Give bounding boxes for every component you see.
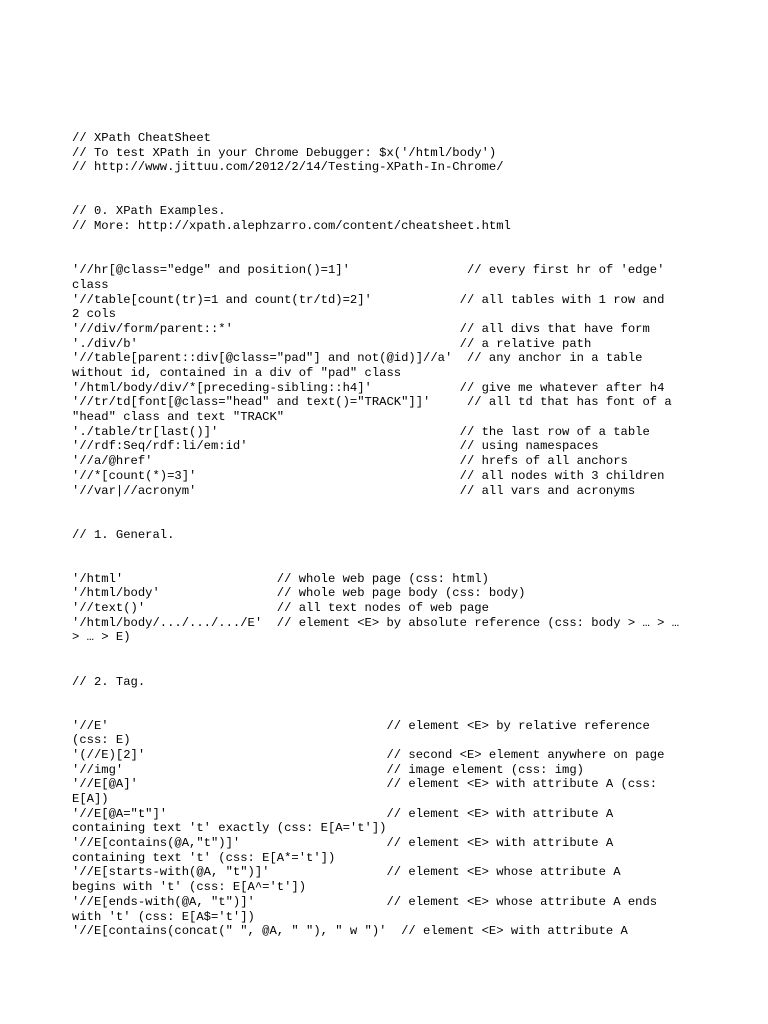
text-line: '//E' // element <E> by relative reference: [72, 718, 650, 733]
text-line: '/html/body/div/*[preceding-sibling::h4]' // give me whatever after h4: [72, 380, 665, 395]
text-line: '//a/@href' // hrefs of all anchors: [72, 454, 628, 469]
text-line: '//img' // image element (css: img): [72, 762, 584, 777]
text-line: '//text()' // all text nodes of web page: [72, 601, 489, 616]
text-line: '//E[contains(concat(" ", @A, " "), " w ")' // element <E> with attribute A: [72, 924, 628, 939]
text-line: '//E[@A]' // element <E> with attribute A (css:: [72, 777, 658, 792]
text-line: // http://www.jittuu.com/2012/2/14/Testing-XPath-In-Chrome/: [72, 160, 504, 175]
text-line: '//hr[@class="edge" and position()=1]' // every first hr of 'edge': [72, 263, 665, 278]
text-line: '//div/form/parent::*' // all divs that have form: [72, 321, 650, 336]
section-general-header: [72, 528, 712, 543]
text-line: '//tr/td[font[@class="head" and text()="TRACK"]]' // all td that has font of a: [72, 395, 672, 410]
text-line: '//var|//acronym' // all vars and acronyms: [72, 483, 636, 498]
text-line: // 1. General.: [72, 527, 175, 542]
text-line: '/html/body/.../.../.../E' // element <E> by absolute reference (css: body > … > …: [72, 615, 680, 630]
section-general: [72, 572, 712, 645]
section-gap: [72, 234, 712, 263]
section-tag: [72, 719, 712, 939]
text-line: // 2. Tag.: [72, 674, 146, 689]
section-header: [72, 131, 712, 175]
section-gap: [72, 689, 712, 718]
text-line: "head" class and text "TRACK": [72, 410, 285, 425]
text-line: '//*[count(*)=3]' // all nodes with 3 children: [72, 468, 665, 483]
text-line: without id, contained in a div of "pad" class: [72, 366, 402, 381]
section-gap: [72, 498, 712, 527]
document-page: [72, 131, 712, 939]
text-line: '//rdf:Seq/rdf:li/em:id' // using namespaces: [72, 439, 599, 454]
text-line: // 0. XPath Examples.: [72, 204, 226, 219]
section-gap: [72, 542, 712, 571]
text-line: // XPath CheatSheet: [72, 131, 211, 145]
section-tag-header: [72, 675, 712, 690]
text-line: '//table[count(tr)=1 and count(tr/td)=2]' // all tables with 1 row and: [72, 292, 665, 307]
text-line: // To test XPath in your Chrome Debugger: $x('/html/body'): [72, 145, 497, 160]
text-line: '//E[@A="t"]' // element <E> with attribute A: [72, 806, 614, 821]
text-line: './div/b' // a relative path: [72, 336, 592, 351]
section-examples-header: [72, 204, 712, 233]
text-line: E[A]): [72, 792, 109, 807]
text-line: '(//E)[2]' // second <E> element anywhere on page: [72, 747, 665, 762]
text-line: begins with 't' (css: E[A^='t']): [72, 880, 307, 895]
text-line: './table/tr[last()]' // the last row of a table: [72, 424, 650, 439]
text-line: class: [72, 277, 109, 292]
text-line: '/html' // whole web page (css: html): [72, 571, 489, 586]
text-line: > … > E): [72, 630, 131, 645]
section-examples: [72, 263, 712, 498]
text-line: '//E[contains(@A,"t")]' // element <E> with attribute A: [72, 836, 614, 851]
text-line: '//E[starts-with(@A, "t")]' // element <E> whose attribute A: [72, 865, 621, 880]
section-gap: [72, 645, 712, 674]
text-line: containing text 't' exactly (css: E[A='t']): [72, 821, 387, 836]
text-line: containing text 't' (css: E[A*='t']): [72, 850, 336, 865]
text-line: 2 cols: [72, 307, 116, 322]
text-line: (css: E): [72, 733, 131, 748]
text-line: with 't' (css: E[A$='t']): [72, 909, 255, 924]
text-line: '//table[parent::div[@class="pad"] and not(@id)]//a' // any anchor in a table: [72, 351, 643, 366]
section-gap: [72, 175, 712, 204]
text-line: // More: http://xpath.alephzarro.com/content/cheatsheet.html: [72, 219, 511, 234]
text-line: '/html/body' // whole web page body (css: body): [72, 586, 526, 601]
text-line: '//E[ends-with(@A, "t")]' // element <E> whose attribute A ends: [72, 894, 658, 909]
